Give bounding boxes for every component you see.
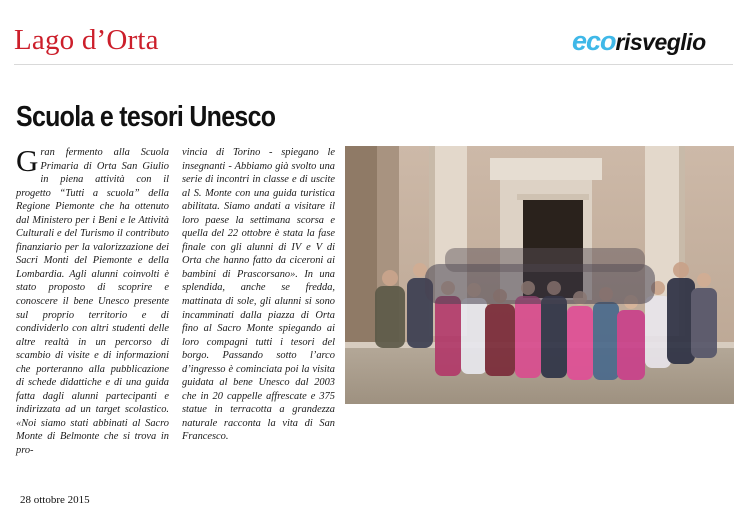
article-column-2 xyxy=(182,146,335,444)
drop-cap: G xyxy=(16,143,39,178)
article-column-1 xyxy=(16,143,169,458)
section-title: Lago d’Orta xyxy=(14,24,159,56)
publication-date: 28 ottobre 2015 xyxy=(20,494,90,506)
group-photo xyxy=(345,146,734,404)
column-1-text: ran fermento alla Scuola Primaria di Orta San Giulio in piena attività con il progetto “Tutti a scuola” della Regione Piemonte che ha ottenuto dal Ministero per i Beni e le Attività Culturali e del Turismo il contributo finanziario per la valorizzazione dei Sacri Monti del Piemonte e della Lombardia. Agli alunni coinvolti è stato proposto di scoprire e conoscere il bene Unesco presente sul proprio territorio e di condividerlo con altri studenti delle altre realtà in un percorso di scambio di visite e di informazioni che porteranno alla pubblicazione di schede didattiche e di una guida fatta dagli alunni partecipanti e indirizzata ad un target scolastico. «Noi siamo stati abbinati al Sacro Monte di Belmonte che si trova in pro- xyxy=(16,147,169,457)
header-rule xyxy=(14,64,733,65)
article-headline: Scuola e tesori Unesco xyxy=(16,101,276,133)
logo-eco: eco xyxy=(572,26,616,56)
column-2-text: vincia di Torino - spiegano le insegnanti - Abbiamo già svolto una serie di incontri in classe e di uscite al S. Monte con una guida turistica abilitata. Siamo andati a visitare il loro paese la settimana scorsa e quella del 22 ottobre è stata la fase finale con gli alunni di IV e V di Orta che hanno fatto da ciceroni ai bambini di Prascorsano». In una splendida, anche se fredda, mattinata di sole, gli alunni si sono incamminati dalla piazza di Orta fino al Sacro Monte spiegando ai loro compagni tutti i tesori del borgo. Passando sotto l’arco d’ingresso è cominciata poi la visita guidata al bene Unesco dal 2003 che in 20 cappelle affrescate e 375 statue in terracotta a grandezza naturale racconta la vita di San Francesco. xyxy=(182,147,335,443)
logo-risveglio: risveglio xyxy=(615,29,706,55)
eco-risveglio-logo xyxy=(572,28,706,55)
